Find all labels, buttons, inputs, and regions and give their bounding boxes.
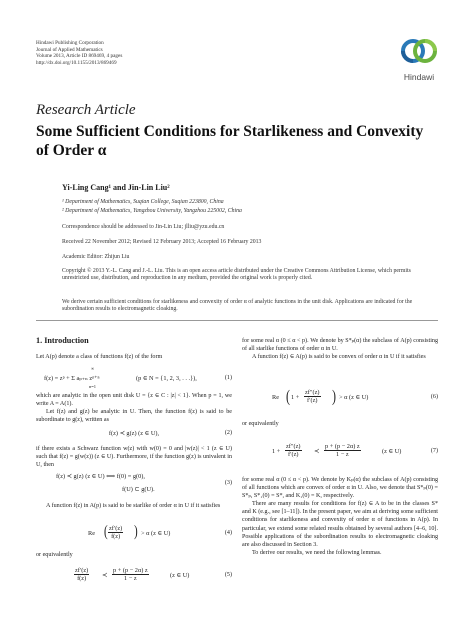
article-title: Some Sufficient Conditions for Starlikeness and Convexity of Order α (36, 123, 424, 159)
eq3-line-1: f(z) ≺ g(z) (z ∈ U) ⟺ f(0) = g(0), (56, 473, 145, 480)
journal-name: Journal of Applied Mathematics (36, 46, 103, 53)
eq2-number: (2) (224, 430, 232, 436)
eq6-number: (6) (430, 394, 438, 400)
eq7-numerator-1: zf″(z) (286, 443, 301, 450)
eq5-numerator-1: zf′(z) (75, 567, 89, 574)
section-heading: 1. Introduction (36, 336, 89, 345)
correspondence: Correspondence should be addressed to Jin-Lin Liu; jlliu@yzu.edu.cn (62, 224, 225, 230)
eq6-post: > α (z ∈ U) (339, 394, 369, 401)
eq5-denominator-2: 1 − z (124, 575, 137, 582)
eq4-post: > α (z ∈ U) (141, 530, 171, 537)
affiliations (62, 198, 242, 216)
right-column (242, 337, 438, 361)
abstract: We derive certain sufficient conditions for starlikeness and convexity of order α of analytic functions in the unit disk. Applications are indicated for the subordination results to electromagnetic cloaking. (62, 299, 413, 313)
left-paragraph-6: or equivalently (36, 552, 73, 558)
right-column-block-2 (242, 420, 438, 428)
left-paragraph-4: if there exists a Schwarz function w(z) with w(0) = 0 and |w(z)| < 1 (z ∈ U) such that f(z) = g(w(z)) (z ∈ U). Furthermore, if the function g(z) is univalent in U, then (36, 446, 232, 469)
eq1-condition: (p ∈ N = {1, 2, 3, . . .}), (136, 375, 197, 382)
eq6-fraction (304, 389, 321, 404)
dates: Received 22 November 2012; Revised 12 February 2013; Accepted 16 February 2013 (62, 239, 262, 245)
article-type: Research Article (36, 102, 136, 118)
right-paragraph-3: or equivalently (242, 421, 279, 427)
left-paragraph-2: which are analytic in the open unit disk U = {z ∈ C : |z| < 1}. When p = 1, we write A = A(1). (36, 393, 232, 408)
eq4-close-paren: ) (134, 523, 138, 541)
academic-editor: Academic Editor: Zhijun Liu (62, 254, 130, 260)
eq5-numerator-2: p + (p − 2α) z (113, 567, 148, 574)
eq6-open-paren: ( (286, 386, 290, 406)
eq1-sum-top: ∞ (91, 366, 95, 371)
left-paragraph-1: Let A(p) denote a class of functions f(z) of the form (36, 354, 163, 360)
eq4-numerator: zf′(z) (109, 525, 123, 532)
left-column-block-5 (36, 551, 232, 559)
eq1-sum-bottom: n=1 (89, 384, 97, 389)
left-paragraph-5: A function f(z) in A(p) is said to be starlike of order α in U if it satisfies (46, 503, 221, 509)
eq4-fraction (108, 525, 123, 540)
eq6-re: Re (272, 394, 279, 401)
logo-label: Hindawi (403, 72, 435, 82)
eq4-number: (4) (224, 530, 232, 536)
eq4-re: Re (88, 530, 95, 537)
hindawi-rings-icon (394, 34, 444, 72)
equation-1 (44, 368, 232, 390)
affiliation-1: ¹ Department of Mathematics, Suqian College, Suqian 223800, China (62, 199, 224, 205)
affiliation-2: ² Department of Mathematics, Yangzhou University, Yangzhou 225002, China (62, 208, 242, 214)
eq5-post: (z ∈ U) (170, 572, 190, 579)
equation-5 (36, 566, 232, 588)
copyright: Copyright © 2013 Y.-L. Cang and J.-L. Liu. This is an open access article distributed under the Creative Commons Attribution License, which permits unrestricted use, distribution, and reproduction in any medium, provided the original work is properly cited. (62, 268, 411, 282)
equation-3 (36, 473, 232, 497)
eq7-fraction-1 (285, 443, 302, 458)
authors: Yi-Ling Cang¹ and Jin-Lin Liu² (62, 183, 170, 192)
left-paragraph-3: Let f(z) and g(z) be analytic in U. Then, the function f(z) is said to be subordinate to g(z), written as (36, 409, 232, 424)
eq6-one: 1 + (291, 394, 300, 401)
equation-6 (242, 387, 438, 409)
eq2-text: f(z) ≺ g(z) (z ∈ U), (108, 430, 160, 437)
eq7-subordination: ≺ (314, 448, 320, 455)
eq3-number: (3) (224, 480, 232, 486)
left-column-block-3 (36, 445, 232, 469)
eq5-subordination: ≺ (102, 572, 108, 579)
eq6-denominator: f′(z) (307, 397, 318, 404)
right-column-block-3 (242, 476, 438, 557)
eq5-denominator-1: f(z) (77, 575, 87, 582)
right-paragraph-5: There are many results for conditions for f(z) ∈ A to be in the classes S* and K (e.g., see [1–11]). In the present paper, we aim at deriving some sufficient conditions for starlikeness and convexity of order α of functions in A(p). In particular, we extend some related results obtained by several authors [4–6, 10]. Possible applications of the subordination results to electromagnetic cloaking are also discussed in Section 3. (242, 501, 438, 548)
left-column (36, 353, 232, 361)
eq6-close-paren: ) (332, 386, 336, 406)
right-paragraph-1: for some real α (0 ≤ α < p). We denote by S*ₚ(α) the subclass of A(p) consisting of all starlike functions of order α in U. (242, 338, 438, 353)
eq3-line-2: f(U) ⊂ g(U). (122, 486, 155, 493)
eq5-fraction-1 (74, 567, 89, 582)
left-column-block-4 (36, 502, 232, 510)
eq7-fraction-2 (324, 443, 361, 458)
eq7-denominator-2: 1 − z (336, 451, 349, 458)
volume-info: Volume 2013, Article ID 869469, 4 pages (36, 53, 123, 60)
hindawi-logo (394, 34, 444, 84)
right-paragraph-2: A function f(z) ∈ A(p) is said to be convex of order α in U if it satisfies (252, 354, 426, 361)
eq1-number: (1) (224, 375, 232, 381)
publisher: Hindawi Publishing Corporation (36, 40, 104, 46)
eq4-denominator: f(z) (111, 533, 121, 540)
divider (36, 320, 438, 321)
eq7-one: 1 + (272, 448, 281, 455)
eq6-numerator: zf″(z) (305, 389, 320, 396)
equation-2 (36, 430, 232, 437)
journal-header (36, 40, 122, 66)
eq7-number: (7) (430, 448, 438, 454)
eq7-denominator-1: f′(z) (288, 451, 299, 458)
right-paragraph-6: To derive our results, we need the following lemmas. (252, 549, 382, 556)
doi-link[interactable]: http://dx.doi.org/10.1155/2013/869469 (36, 59, 117, 66)
right-paragraph-4: for some real α (0 ≤ α < p). We denote by Kₚ(α) the subclass of A(p) consisting of all functions which are convex of order α in U. Also, we denote that S*ₚ(0) = S*ₚ, S*₁(0) = S*, and K₁(0) = K, respectively. (242, 477, 438, 500)
equation-4 (36, 524, 232, 544)
eq1-lhs: f(z) = zᵖ + Σ aₚ₊ₙ zᵖ⁺ⁿ (44, 375, 100, 382)
eq5-number: (5) (224, 572, 232, 578)
eq4-open-paren: ( (104, 523, 108, 541)
equation-7 (242, 441, 438, 463)
eq5-fraction-2 (112, 567, 149, 582)
eq7-post: (z ∈ U) (382, 448, 402, 455)
left-column-block-2 (36, 392, 232, 424)
eq7-numerator-2: p + (p − 2α) z (325, 443, 360, 450)
